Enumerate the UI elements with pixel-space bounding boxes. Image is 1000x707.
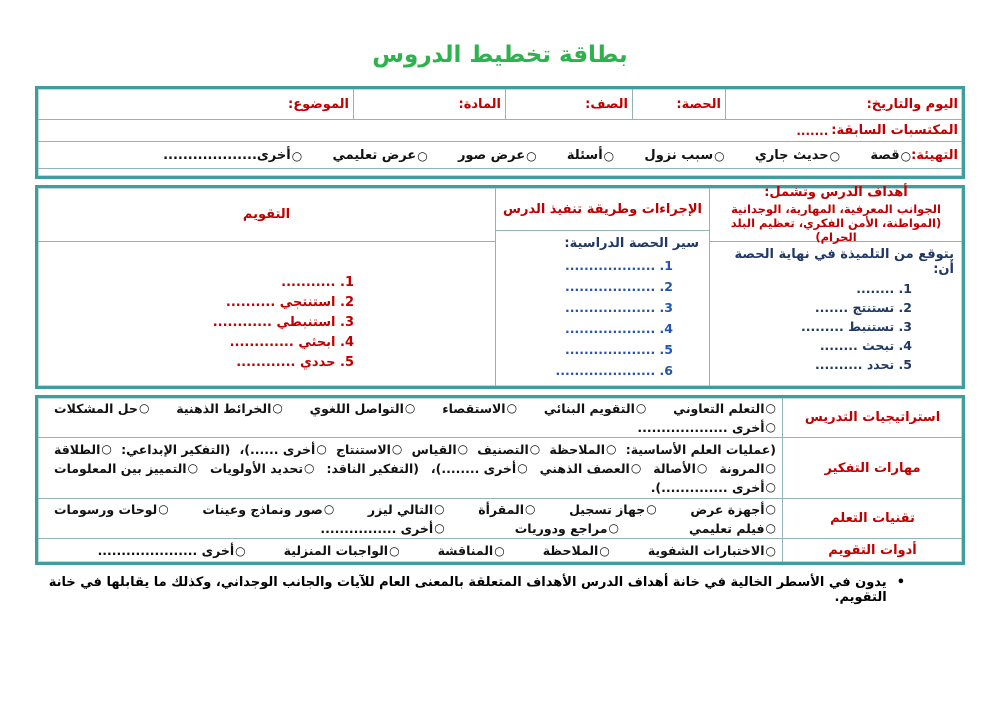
option-label: التواصل اللغوي (309, 400, 404, 416)
checkbox-option (569, 500, 657, 519)
evaluation-header (38, 188, 495, 242)
objectives-header (710, 185, 962, 244)
option-label: الأصالة (653, 460, 696, 476)
group-label (121, 440, 230, 459)
empty-strip (38, 169, 962, 176)
radio-circle-icon: ○ (323, 502, 335, 516)
list-item: 2. تستنتج ....... (814, 300, 912, 315)
learning-technologies-line1 (44, 500, 776, 519)
checkbox-option (438, 541, 505, 560)
option-label: أخرى ................ (320, 520, 434, 536)
option-label: أخرى ................... (637, 419, 765, 435)
radio-circle-icon: ○ (272, 401, 283, 415)
checkbox-option (549, 440, 616, 459)
radio-circle-icon: ○ (138, 401, 150, 415)
learning-technologies-content (38, 499, 782, 538)
option-label: سبب نزول (644, 147, 714, 163)
radio-circle-icon: ○ (765, 401, 776, 415)
checkbox-option (690, 500, 776, 519)
radio-circle-icon: ○ (526, 148, 537, 163)
option-label: أخرى................... (163, 147, 291, 163)
option-label: العصف الذهني (539, 460, 630, 476)
option-label: الملاحظة (542, 543, 599, 558)
footnote-text: يدون في الأسطر الخالية في خانة أهداف الدرس الأهداف المتعلقة بالمعنى العام للآيات والجانب الوجداني، وكذلك ما يقابلها في خانة التقويم. (48, 575, 887, 605)
radio-circle-icon: ○ (765, 461, 776, 475)
radio-circle-icon: ○ (101, 442, 112, 456)
checkbox-option (202, 500, 334, 519)
option-label: الاستقصاء (442, 400, 506, 416)
radio-circle-icon: ○ (696, 461, 708, 475)
day-date-label: اليوم والتاريخ: (866, 96, 958, 112)
learning-technologies-row (38, 498, 962, 538)
procedures-body (496, 231, 709, 386)
option-label: فيلم تعليمي (688, 520, 765, 536)
checkbox-option (689, 519, 776, 538)
checkbox-option (54, 399, 149, 418)
list-item: 4. ................... (564, 321, 673, 336)
section-lesson-body (35, 185, 965, 389)
radio-circle-icon: ○ (606, 442, 617, 456)
checkbox-option (755, 148, 840, 163)
radio-circle-icon: ○ (291, 148, 303, 163)
footnote (35, 575, 905, 605)
radio-circle-icon: ○ (525, 502, 536, 516)
radio-circle-icon: ○ (417, 148, 428, 163)
procedures-column (495, 188, 709, 386)
thinking-skills-row (38, 437, 962, 498)
option-label: الاختبارات الشفوية (647, 543, 765, 558)
checkbox-option (442, 399, 517, 418)
list-item: 5. حددي ............ (236, 355, 354, 370)
assessment-tools-row (38, 538, 962, 562)
option-label: التالي ليزر (367, 501, 434, 517)
list-item: 5. ................... (564, 342, 673, 357)
prior-learning-row (38, 120, 962, 142)
checkbox-option (336, 440, 402, 459)
checkbox-option (644, 148, 724, 163)
radio-circle-icon: ○ (389, 543, 400, 558)
radio-circle-icon: ○ (457, 442, 469, 456)
option-label: التصنيف (477, 441, 529, 457)
header-info-row (38, 89, 962, 120)
radio-circle-icon: ○ (494, 543, 505, 558)
checkbox-option (515, 519, 619, 538)
list-item: 3. تستنبط ......... (801, 319, 912, 334)
radio-circle-icon: ○ (404, 401, 416, 415)
strategies-line2 (44, 418, 776, 437)
option-label: القياس (411, 441, 457, 457)
prior-learning-dots: ....... (796, 123, 829, 138)
option-label: جهاز تسجيل (569, 501, 646, 517)
checkbox-option (477, 440, 540, 459)
radio-circle-icon: ○ (829, 148, 841, 163)
option-label: أسئلة (566, 147, 603, 163)
checkbox-option (543, 541, 610, 560)
lesson-flow-list (504, 255, 701, 381)
learning-technologies-label: تقنيات التعلم (782, 499, 962, 538)
radio-circle-icon: ○ (187, 461, 199, 475)
list-item: 1. ........... (281, 275, 354, 290)
radio-circle-icon: ○ (765, 480, 776, 494)
radio-circle-icon: ○ (603, 148, 615, 163)
bullet-icon: • (896, 575, 905, 590)
list-item: 6. ..................... (555, 363, 673, 378)
field-topic (38, 89, 353, 119)
option-label: عرض تعليمي (332, 147, 417, 163)
subject-label: المادة: (458, 96, 501, 112)
list-item: 3. ................... (564, 300, 673, 315)
option-label: التمييز بين المعلومات (54, 460, 187, 476)
option-label: أجهزة عرض (690, 501, 765, 517)
option-label: قصة (870, 147, 900, 163)
prior-learning-label: المكتسبات السابقة: (831, 123, 958, 138)
thinking-skills-label: مهارات التفكير (782, 438, 962, 498)
group-label (326, 459, 418, 478)
radio-circle-icon: ○ (608, 521, 619, 535)
section-methods (35, 395, 965, 565)
radio-circle-icon: ○ (630, 461, 642, 475)
thinking-skills-line3 (44, 478, 776, 497)
checkbox-option (458, 148, 537, 163)
field-subject (353, 89, 505, 119)
checkbox-option (310, 399, 416, 418)
period-label: الحصة: (676, 96, 721, 112)
strategies-line1 (44, 399, 776, 418)
radio-circle-icon: ○ (765, 543, 776, 558)
objectives-list (718, 279, 954, 374)
field-period (632, 89, 725, 119)
checkbox-option (544, 399, 646, 418)
warmup-options (163, 148, 911, 163)
field-day-date (725, 89, 962, 119)
checkbox-option (54, 500, 169, 519)
thinking-skills-line2 (44, 459, 776, 478)
option-label: (التفكير الناقد: (326, 460, 419, 476)
option-label: صور ونماذج وعينات (202, 501, 323, 517)
checkbox-option (176, 399, 283, 418)
lesson-flow-title: سير الحصة الدراسية: (564, 236, 699, 251)
option-label: لوحات ورسومات (54, 501, 158, 517)
checkbox-option (284, 541, 400, 560)
page-title: بطاقة تخطيط الدروس (372, 42, 628, 68)
procedures-header-title: الإجراءات وطريقة تنفيذ الدرس (503, 201, 702, 217)
checkbox-option (540, 459, 642, 478)
checkbox-option (719, 459, 776, 478)
objectives-intro: يتوقع من التلميذة في نهاية الحصة أن: (734, 247, 954, 277)
list-item: 1. ........ (856, 281, 912, 296)
learning-technologies-line2 (44, 519, 776, 538)
radio-circle-icon: ○ (434, 521, 445, 535)
checkbox-option (431, 459, 528, 478)
objectives-header-title: أهداف الدرس وتشمل: (764, 185, 908, 200)
field-grade (505, 89, 632, 119)
evaluation-header-title: التقويم (242, 207, 291, 222)
radio-circle-icon: ○ (714, 148, 725, 163)
option-label: أخرى ..................... (97, 543, 235, 558)
assessment-tools-label: أدوات التقويم (782, 539, 962, 562)
radio-circle-icon: ○ (517, 461, 528, 475)
checkbox-option (637, 418, 776, 437)
list-item: 5. تحدد .......... (815, 357, 912, 372)
assessment-tools-content (38, 539, 782, 562)
group-label (626, 440, 776, 459)
checkbox-option (240, 440, 327, 459)
option-label: التعلم التعاوني (673, 400, 765, 416)
checkbox-option (210, 459, 315, 478)
option-label: تحديد الأولويات (210, 460, 304, 476)
warmup-label: التهيئة: (911, 147, 958, 163)
strategies-row (38, 398, 962, 437)
option-label: (عمليات العلم الأساسية: (625, 441, 776, 457)
radio-circle-icon: ○ (765, 521, 776, 535)
checkbox-option (98, 541, 246, 560)
objectives-column (709, 185, 962, 386)
checkbox-option (673, 399, 776, 418)
option-label: أخرى ........)، (430, 460, 517, 476)
radio-circle-icon: ○ (646, 502, 657, 516)
radio-circle-icon: ○ (304, 461, 315, 475)
checkbox-option (412, 440, 469, 459)
option-label: حديث جاري (754, 147, 829, 163)
form-frame (35, 86, 965, 605)
section-identification (35, 86, 965, 179)
radio-circle-icon: ○ (235, 543, 246, 558)
option-label: عرض صور (457, 147, 526, 163)
radio-circle-icon: ○ (765, 502, 776, 516)
option-label: مراجع ودوريات (514, 520, 608, 536)
option-label: الملاحظة (549, 441, 606, 457)
list-item: 1. ................... (564, 258, 673, 273)
assessment-tools-line1 (44, 541, 776, 560)
option-label: حل المشكلات (54, 400, 138, 416)
radio-circle-icon: ○ (635, 401, 647, 415)
checkbox-option (870, 148, 911, 163)
radio-circle-icon: ○ (391, 442, 403, 456)
option-label: (التفكير الإبداعي: (121, 441, 231, 457)
checkbox-option (478, 500, 535, 519)
warmup-row (38, 142, 962, 169)
objectives-body (710, 242, 962, 386)
checkbox-option (368, 500, 445, 519)
checkbox-option (653, 459, 707, 478)
radio-circle-icon: ○ (599, 543, 610, 558)
checkbox-option (320, 519, 444, 538)
option-label: الطلاقة (54, 441, 101, 457)
list-item: 4. تبحث ........ (819, 338, 912, 353)
option-label: الاستنتاج (336, 441, 391, 457)
evaluation-body (38, 242, 495, 386)
procedures-header (496, 188, 709, 231)
radio-circle-icon: ○ (158, 502, 169, 516)
list-item: 4. ابحثي ............. (229, 335, 354, 350)
option-label: المناقشة (437, 543, 494, 558)
option-label: التقويم البنائي (543, 400, 635, 416)
objectives-header-sub: الجوانب المعرفية، المهارية، الوجدانية (المواطنة، الأمن الفكري، تعظيم البلد الحرام) (730, 202, 942, 244)
option-label: أخرى ..............). (650, 479, 765, 495)
checkbox-option (567, 148, 614, 163)
evaluation-column (38, 188, 495, 386)
option-label: الخرائط الذهنية (176, 400, 272, 416)
radio-circle-icon: ○ (506, 401, 518, 415)
radio-circle-icon: ○ (529, 442, 541, 456)
radio-circle-icon: ○ (434, 502, 445, 516)
evaluation-list (179, 273, 354, 373)
checkbox-option (648, 541, 776, 560)
thinking-skills-content (38, 438, 782, 498)
checkbox-option (163, 148, 302, 163)
checkbox-option (54, 440, 112, 459)
option-label: أخرى ......)، (239, 441, 316, 457)
radio-circle-icon: ○ (900, 148, 912, 163)
grade-label: الصف: (585, 96, 628, 112)
checkbox-option (651, 478, 776, 497)
option-label: المقرأة (478, 501, 525, 517)
list-item: 2. ................... (564, 279, 673, 294)
strategies-label: استراتيجيات التدريس (782, 398, 962, 437)
checkbox-option (333, 148, 428, 163)
checkbox-option (54, 459, 198, 478)
topic-label: الموضوع: (288, 96, 349, 112)
option-label: المرونة (719, 460, 765, 476)
radio-circle-icon: ○ (316, 442, 327, 456)
strategies-content (38, 398, 782, 437)
radio-circle-icon: ○ (765, 420, 776, 434)
list-item: 3. استنبطي ............ (212, 315, 354, 330)
list-item: 2. استنتجي .......... (225, 295, 354, 310)
option-label: الواجبات المنزلية (283, 543, 389, 558)
thinking-skills-line1 (44, 440, 776, 459)
